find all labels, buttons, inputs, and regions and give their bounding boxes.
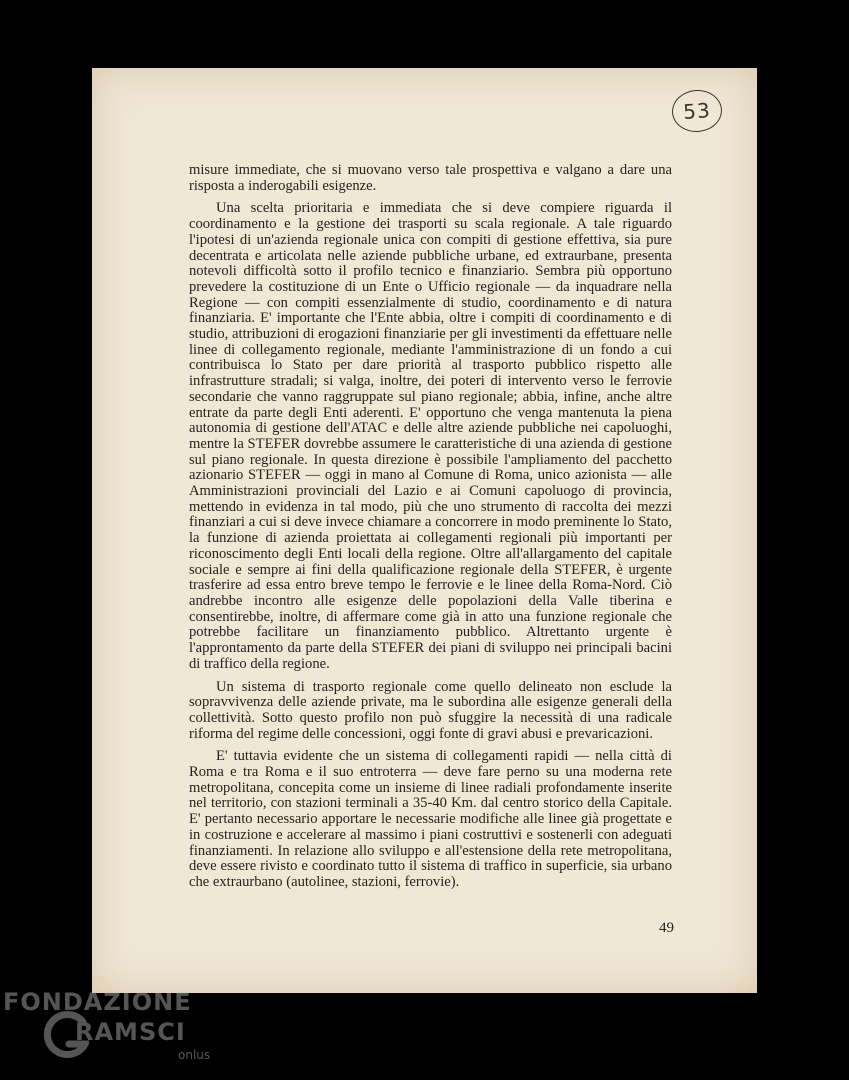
watermark-line-2: RAMSCI bbox=[75, 1018, 186, 1046]
body-text bbox=[189, 163, 672, 891]
document-page bbox=[92, 68, 757, 993]
paragraph-3: Un sistema di trasporto regionale come quello delineato non esclude la sopravvivenza delle aziende private, ma le subordina alle esigenze generali della collettività. Sotto questo profilo non può sfuggire la necessità di una radicale riforma del regime delle concessioni, oggi fonte di gravi abusi e prevaricazioni. bbox=[189, 678, 672, 742]
watermark-line-3: onlus bbox=[178, 1048, 211, 1062]
fondazione-gramsci-watermark bbox=[3, 988, 223, 1078]
paragraph-2: Una scelta prioritaria e immediata che si deve compiere riguarda il coordinamento e la gestione dei trasporti su scala regionale. A tale riguardo l'ipotesi di un'azienda regionale unica con compiti di gestione effettiva, sia pure decentrata e articolata nelle aziende pubbliche urbane, ed extraurbane, presenta notevoli difficoltà sotto il profilo tecnico e finanziario. Sembra più opportuno prevedere la costituzione di un Ente o Ufficio regionale — da inquadrare nella Regione — con compiti essenzialmente di studio, coordinamento e di natura finanziaria. E' importante che l'Ente abbia, oltre i compiti di coordinamento e di studio, attribuzioni di erogazioni finanziarie per gli investimenti da effettuare nelle linee di collegamento regionale, mediante l'amministrazione di un fondo a cui contribuisca lo Stato per dare priorità al trasporto pubblico rispetto alle infrastrutture stradali; si valga, inoltre, dei poteri di intervento verso le ferrovie secondarie che vanno raggruppate sul piano regionale; abbia, infine, anche altre entrate da parte degli Enti aderenti. E' opportuno che venga mantenuta la piena autonomia di gestione dell'ATAC e delle altre aziende pubbliche nei capoluoghi, mentre la STEFER dovrebbe assumere le caratteristiche di una azienda di gestione sul piano regionale. In questa direzione è possibile l'ampliamento del pacchetto azionario STEFER — oggi in mano al Comune di Roma, unico azionista — alle Amministrazioni provinciali del Lazio e ai Comuni capoluogo di provincia, mettendo in evidenza in tal modo, più che uno strumento di raccolta dei mezzi finanziari a cui si deve invece chiamare a concorrere in modo preminente lo Stato, la funzione di azienda proiettata ai collegamenti regionali più importanti per riconoscimento degli Enti locali della regione. Oltre all'allargamento del capitale sociale e sempre ai fini della qualificazione regionale della STEFER, è urgente trasferire ad essa entro breve tempo le ferrovie e le linee della Roma-Nord. Ciò andrebbe incontro alle esigenze delle popolazioni della Valle tiberina e consentirebbe, inoltre, di affermare come già in atto una funzione regionale che potrebbe facilitare un finanziamento pubblico. Altrettanto urgente è l'approntamento da parte della STEFER dei piani di sviluppo nei principali bacini di traffico della regione. bbox=[189, 200, 672, 672]
page-stamp-number: 53 bbox=[682, 98, 712, 124]
watermark-line-1: FONDAZIONE bbox=[3, 988, 192, 1016]
paragraph-1: misure immediate, che si muovano verso tale prospettiva e valgano a dare una risposta a inderogabili esigenze. bbox=[189, 162, 672, 194]
page-number: 49 bbox=[659, 920, 674, 936]
page-stamp bbox=[671, 88, 724, 133]
paragraph-4: E' tuttavia evidente che un sistema di collegamenti rapidi — nella città di Roma e tra Roma e il suo entroterra — deve fare perno su una moderna rete metropolitana, concepita come un insieme di linee radiali profondamente inserite nel territorio, con stazioni terminali a 35-40 Km. dal centro storico della Capitale. E' pertanto necessario apportare le necessarie modifiche alle linee già progettate e in costruzione e accelerare al massimo i piani costruttivi e sostenerli con adeguati finanziamenti. In relazione allo sviluppo e all'estensione della rete metropolitana, deve essere rivisto e coordinato tutto il sistema di traffico in superficie, sia urbano che extraurbano (autolinee, stazioni, ferrovie). bbox=[189, 748, 672, 890]
